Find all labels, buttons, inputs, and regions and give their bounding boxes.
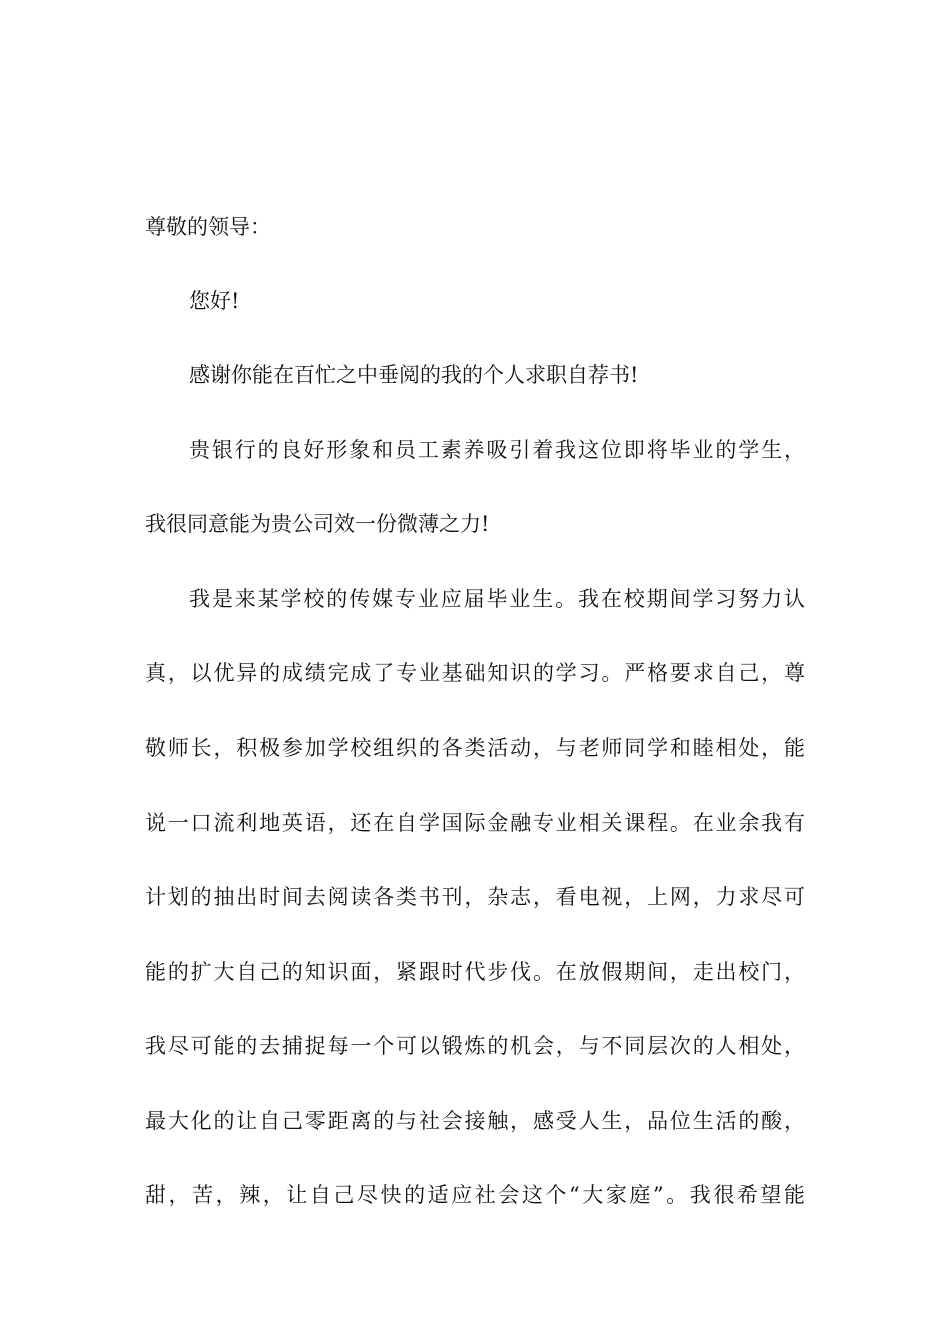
paragraph-line: 最大化的让自己零距离的与社会接触，感受人生，品位生活的酸，	[145, 1109, 805, 1133]
greeting-line: 您好!	[189, 289, 240, 313]
paragraph-line: 我很同意能为贵公司效一份微薄之力!	[145, 512, 490, 536]
paragraph-line: 说一口流利地英语，还在自学国际金融专业相关课程。在业余我有	[145, 811, 805, 835]
paragraph-line: 我尽可能的去捕捉每一个可以锻炼的机会，与不同层次的人相处，	[145, 1034, 805, 1058]
paragraph-line: 我是来某学校的传媒专业应届毕业生。我在校期间学习努力认	[189, 587, 805, 611]
paragraph-line: 计划的抽出时间去阅读各类书刊，杂志，看电视，上网，力求尽可	[145, 885, 805, 909]
salutation: 尊敬的领导：	[145, 215, 271, 239]
paragraph-line: 贵银行的良好形象和员工素养吸引着我这位即将毕业的学生，	[189, 438, 805, 462]
paragraph-line: 甜，苦，辣，让自己尽快的适应社会这个“大家庭”。我很希望能	[145, 1183, 805, 1207]
paragraph-line: 敬师长，积极参加学校组织的各类活动，与老师同学和睦相处，能	[145, 736, 805, 760]
paragraph-line: 能的扩大自己的知识面，紧跟时代步伐。在放假期间，走出校门，	[145, 960, 805, 984]
paragraph-line: 感谢你能在百忙之中垂阅的我的个人求职自荐书!	[189, 363, 639, 387]
paragraph-line: 真，以优异的成绩完成了专业基础知识的学习。严格要求自己，尊	[145, 661, 805, 685]
